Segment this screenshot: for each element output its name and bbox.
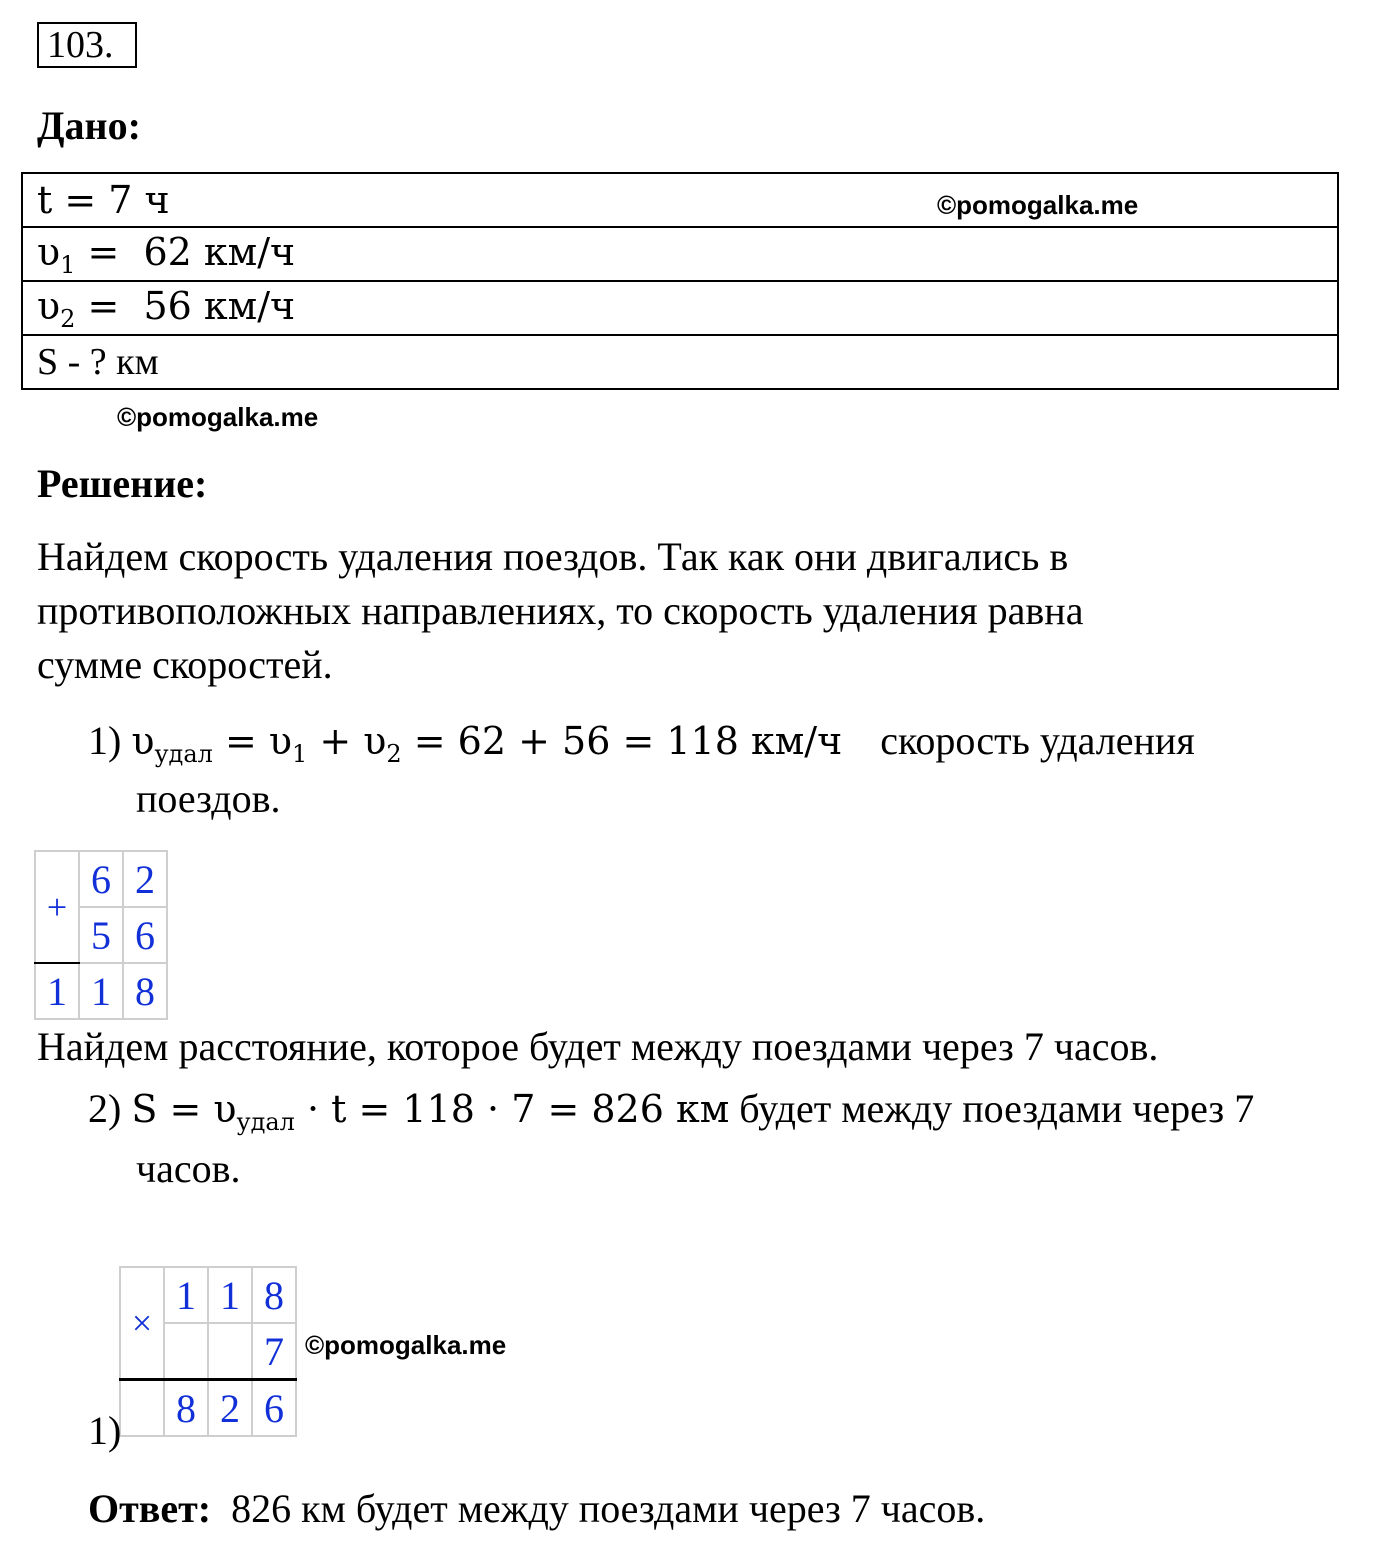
addition-row: [35, 963, 167, 1019]
solution-heading: Решение:: [37, 461, 208, 506]
multiplication-cell: 7: [252, 1323, 296, 1380]
multiplication-cell: [120, 1380, 164, 1437]
multiplication-cell: 6: [252, 1380, 296, 1437]
given-row-speed2: [22, 281, 1338, 335]
addition-cell: 6: [79, 851, 123, 907]
step1-cont: поездов.: [136, 776, 281, 821]
plus-sign: +: [35, 851, 79, 963]
given-row-distance: [22, 335, 1338, 389]
step2-sub-udal: удал: [236, 1108, 295, 1136]
watermark: ©pomogalka.me: [937, 190, 1139, 220]
addition-cell: 2: [123, 851, 167, 907]
step2-line: [88, 1082, 1254, 1149]
addition-cell: 5: [79, 907, 123, 963]
step1-result: = 62 + 56 = 118 км/ч: [401, 719, 843, 763]
step1-plus: + υ: [307, 719, 387, 763]
answer-line: [88, 1482, 985, 1536]
watermark: ©pomogalka.me: [305, 1330, 507, 1360]
multiplication-cell: 1: [208, 1267, 252, 1323]
speed1-value: = 62 км/ч: [75, 229, 296, 274]
given-row-time: [22, 173, 1338, 227]
multiplication-grid: [119, 1266, 297, 1437]
answer-label: Ответ:: [88, 1486, 212, 1531]
step1-sub1: 1: [292, 740, 308, 768]
multiplication-cell: [164, 1323, 208, 1380]
addition-cell: 8: [123, 963, 167, 1019]
addition-cell: 6: [123, 907, 167, 963]
intro-line: Найдем скорость удаления поездов. Так как они двигались в: [37, 534, 1069, 579]
given-heading: Дано:: [37, 103, 141, 148]
problem-number: 103.: [37, 22, 137, 68]
stray-step-label: 1): [88, 1408, 122, 1453]
intro-line: сумме скоростей.: [37, 642, 333, 687]
step1-sub-udal: удал: [154, 740, 213, 768]
times-sign: ×: [120, 1267, 164, 1380]
addition-cell: 1: [35, 963, 79, 1019]
step2-s: S = υ: [131, 1087, 237, 1131]
speed2-symbol: υ: [37, 283, 61, 328]
speed2-value: = 56 км/ч: [75, 283, 296, 328]
addition-cell: 1: [79, 963, 123, 1019]
given-distance: S - ? км: [22, 335, 1338, 389]
step1-line: [88, 714, 1195, 781]
answer-text: 826 км будет между поездами через 7 часов.: [231, 1486, 986, 1531]
speed2-subscript: 2: [60, 304, 76, 333]
multiplication-cell: 2: [208, 1380, 252, 1437]
step1-eq: = υ: [212, 719, 292, 763]
step2-intro: Найдем расстояние, которое будет между поездами через 7 часов.: [37, 1024, 1159, 1069]
step2-text: будет между поездами через 7: [729, 1086, 1255, 1131]
multiplication-cell: 8: [252, 1267, 296, 1323]
multiplication-cell: 8: [164, 1380, 208, 1437]
multiplication-cell: [208, 1323, 252, 1380]
speed1-symbol: υ: [37, 229, 61, 274]
step2-cont: часов.: [136, 1146, 241, 1191]
addition-grid: [34, 850, 168, 1020]
intro-paragraph: [37, 530, 1357, 692]
given-table: [21, 172, 1339, 390]
step1-text: скорость удаления: [880, 718, 1195, 763]
step1-v: υ: [131, 719, 155, 763]
step2-result: · t = 118 · 7 = 826 км: [294, 1087, 730, 1131]
watermark: ©pomogalka.me: [117, 402, 319, 432]
multiplication-row: [120, 1267, 296, 1323]
step1-number: 1): [88, 718, 122, 763]
step1-sub2: 2: [386, 740, 402, 768]
given-row-speed1: [22, 227, 1338, 281]
speed1-subscript: 1: [60, 250, 76, 279]
given-time: t = 7 ч: [37, 177, 170, 222]
addition-row: [35, 851, 167, 907]
step2-number: 2): [88, 1086, 122, 1131]
multiplication-row: [120, 1380, 296, 1437]
intro-line: противоположных направлениях, то скорость удаления равна: [37, 588, 1084, 633]
multiplication-cell: 1: [164, 1267, 208, 1323]
